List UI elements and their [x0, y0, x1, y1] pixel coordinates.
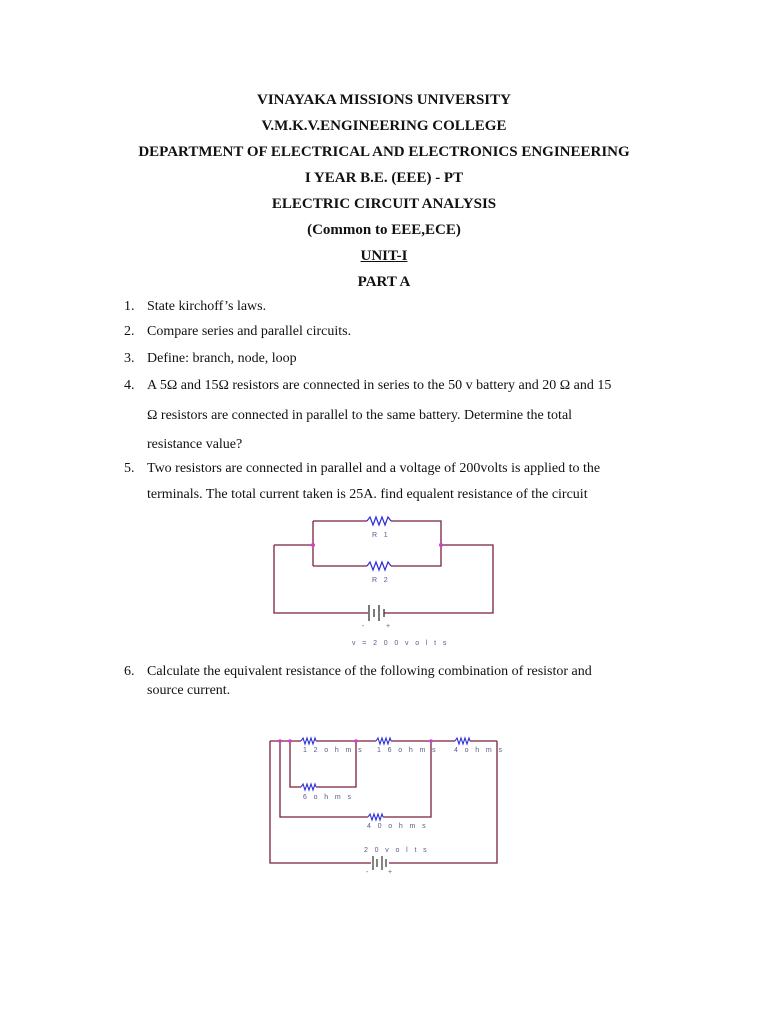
department-name: DEPARTMENT OF ELECTRICAL AND ELECTRONICS ENGINEERING: [138, 144, 630, 160]
resistor-12-ohms: [301, 738, 316, 744]
resistor-6-ohms-label: 6 o h m s: [303, 794, 354, 801]
battery-label: v = 2 0 0 v o l t s: [352, 640, 449, 647]
resistor-16-ohms: [376, 738, 391, 744]
question-text-line-1: Two resistors are connected in parallel and a voltage of 200volts is applied to the: [147, 461, 601, 476]
battery-symbol-2: [373, 856, 386, 870]
question-text-line-3: resistance value?: [147, 437, 243, 452]
resistor-16-ohms-label: 1 6 o h m s: [377, 747, 439, 754]
question-text-line-2: Ω resistors are connected in parallel to the same battery. Determine the total: [147, 408, 573, 423]
question-number: 2.: [124, 324, 135, 339]
common-note: (Common to EEE,ECE): [307, 222, 461, 238]
unit-title: UNIT-I: [360, 248, 408, 264]
question-text: State kirchoff’s laws.: [147, 299, 267, 314]
college-name: V.M.K.V.ENGINEERING COLLEGE: [261, 118, 507, 134]
question-number: 4.: [124, 378, 135, 393]
question-number: 3.: [124, 351, 135, 366]
question-text-line-1: A 5Ω and 15Ω resistors are connected in series to the 50 v battery and 20 Ω and 15: [147, 378, 612, 393]
question-number: 5.: [124, 461, 135, 476]
battery-label-2: 2 0 v o l t s: [364, 847, 430, 854]
question-text: Define: branch, node, loop: [147, 351, 297, 366]
question-text-line-2: terminals. The total current taken is 25A. find equalent resistance of the circuit: [147, 487, 588, 502]
resistor-40-ohms-label: 4 0 o h m s: [367, 823, 429, 830]
resistor-6-ohms: [301, 784, 316, 790]
question-text: Compare series and parallel circuits.: [147, 324, 352, 339]
battery-minus-sign: -: [362, 623, 367, 630]
resistor-4-ohms: [455, 738, 470, 744]
university-name: VINAYAKA MISSIONS UNIVERSITY: [257, 92, 511, 108]
resistor-r2-label: R 2: [372, 577, 391, 584]
subject-title: ELECTRIC CIRCUIT ANALYSIS: [271, 196, 497, 212]
circuit-wires-2: [270, 741, 497, 863]
junction-node: [278, 739, 282, 743]
resistor-4-ohms-label: 4 o h m s: [454, 747, 505, 754]
resistor-12-ohms-label: 1 2 o h m s: [303, 747, 365, 754]
battery-plus-sign: +: [386, 623, 393, 630]
question-number: 6.: [124, 664, 135, 679]
junction-node: [354, 739, 358, 743]
question-number: 1.: [124, 299, 135, 314]
resistor-40-ohms: [368, 814, 383, 820]
part-title: PART A: [357, 274, 411, 290]
junction-node: [429, 739, 433, 743]
year-line: I YEAR B.E. (EEE) - PT: [304, 170, 464, 186]
resistor-r1-label: R 1: [372, 532, 391, 539]
question-text-line-1: Calculate the equivalent resistance of the following combination of resistor and: [147, 664, 592, 679]
junction-node: [288, 739, 292, 743]
battery-plus-sign: +: [388, 869, 395, 876]
battery-minus-sign: -: [366, 869, 371, 876]
question-text-line-2: source current.: [147, 683, 231, 698]
